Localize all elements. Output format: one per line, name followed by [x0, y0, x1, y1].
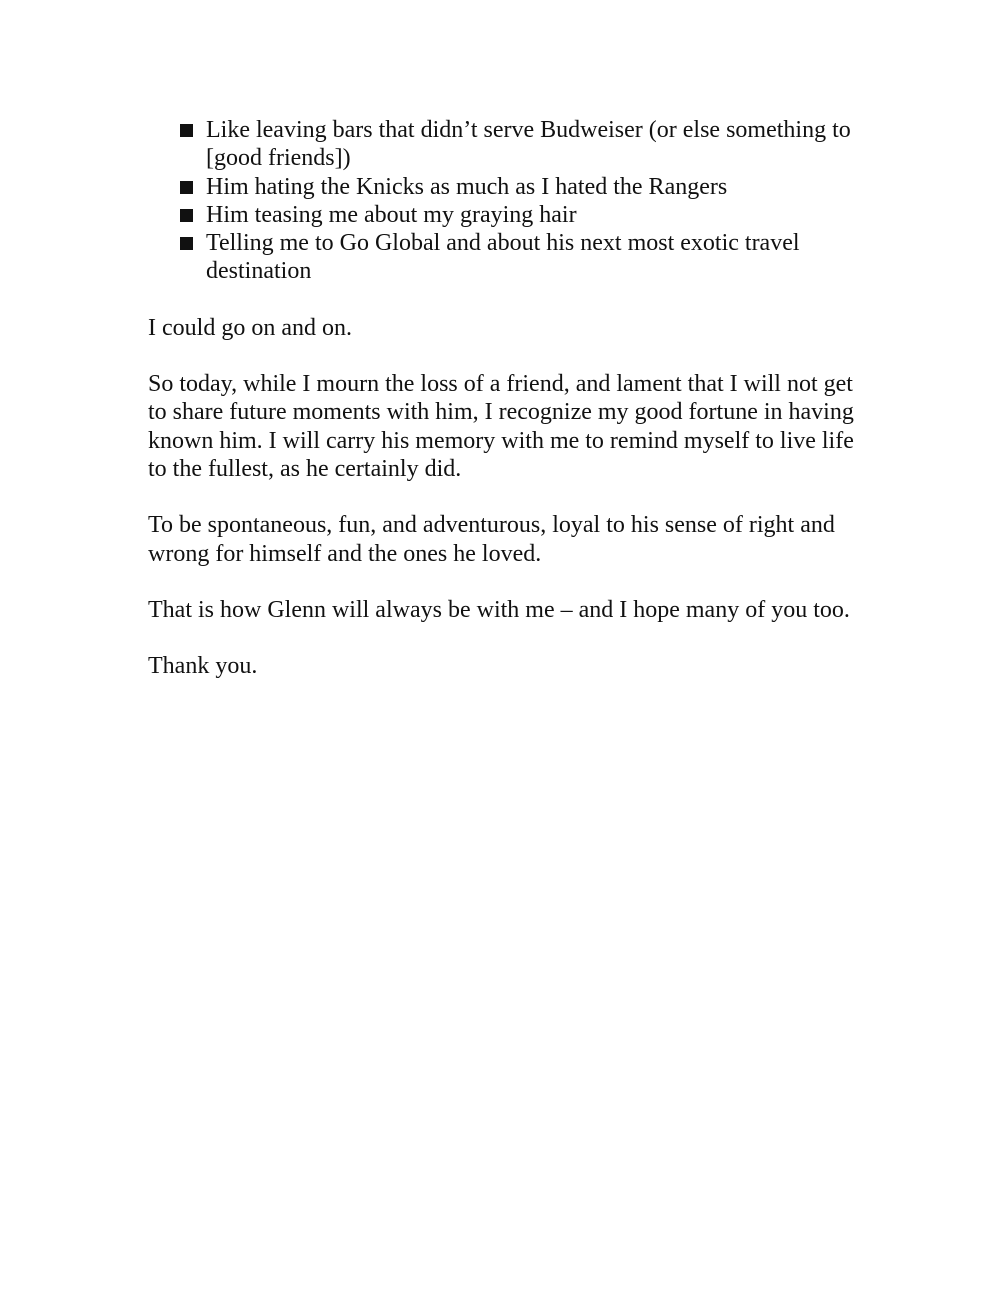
- paragraph-spontaneous: To be spontaneous, fun, and adventurous, loyal to his sense of right and wrong for himself and the ones he loved.: [148, 512, 835, 567]
- list-item: [206, 229, 868, 286]
- paragraph-mourn: So today, while I mourn the loss of a friend, and lament that I will not get to share future moments with him, I recognize my good fortune in having known him. I will carry his memory with me to remind myself to live life to the fullest, as he certainly did.: [148, 371, 854, 482]
- square-bullet-icon: [180, 237, 193, 250]
- bullet-text: Like leaving bars that didn’t serve Budweiser (or else something to [good friends]): [206, 117, 851, 172]
- list-item: [206, 116, 868, 173]
- paragraph-thank-you: Thank you.: [148, 653, 258, 680]
- bullet-text: Him teasing me about my graying hair: [206, 201, 577, 228]
- document-body: [148, 116, 868, 680]
- paragraph-glenn: That is how Glenn will always be with me – and I hope many of you too.: [148, 596, 850, 623]
- square-bullet-icon: [180, 124, 193, 137]
- list-item: [206, 173, 868, 201]
- bullet-text: Telling me to Go Global and about his next most exotic travel destination: [206, 230, 800, 285]
- paragraph-go-on: I could go on and on.: [148, 314, 352, 341]
- list-item: [206, 201, 868, 229]
- bullet-text: Him hating the Knicks as much as I hated the Rangers: [206, 173, 728, 200]
- square-bullet-icon: [180, 181, 193, 194]
- memory-bullet-list: [148, 116, 868, 286]
- square-bullet-icon: [180, 209, 193, 222]
